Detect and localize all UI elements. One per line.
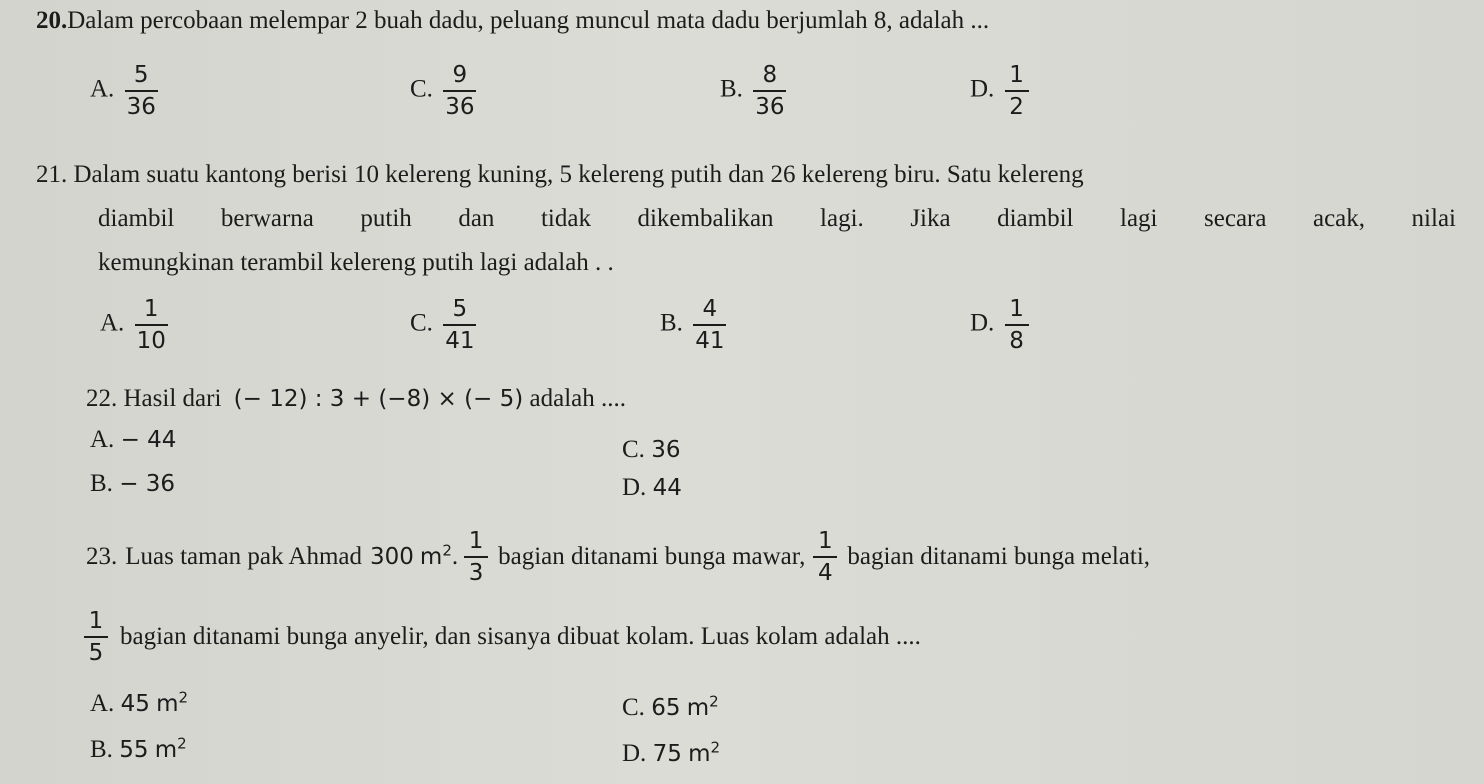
question-number: 21. <box>36 161 68 188</box>
q22-option-b[interactable] <box>90 470 175 498</box>
question-prefix: Hasil dari <box>123 385 222 412</box>
q20-option-a[interactable] <box>90 62 162 120</box>
option-fraction: $\frac{5}{41}$ <box>445 296 475 354</box>
fraction-mawar: $\frac{1}{3}$ <box>464 528 488 586</box>
option-label: A. <box>90 426 115 453</box>
q23-option-d[interactable] <box>622 740 720 768</box>
option-fraction: $\frac{1}{10}$ <box>136 296 166 354</box>
question-line-3: kemungkinan terambil kelereng putih lagi adalah . . <box>98 249 614 276</box>
q22-option-d[interactable] <box>622 474 682 502</box>
q21-option-b[interactable] <box>660 296 730 354</box>
option-value: 55 <box>119 737 149 763</box>
fraction-melati: $\frac{1}{4}$ <box>813 528 837 586</box>
option-value: 65 <box>651 695 681 721</box>
option-fraction: $\frac{5}{36}$ <box>126 62 156 120</box>
question-line-1: Dalam suatu kantong berisi 10 kelereng kuning, 5 kelereng putih dan 26 kelereng biru. Satu kelereng <box>73 161 1084 188</box>
question-expression: (− 12) : 3 + (−8) × (− 5) <box>233 386 524 412</box>
option-label: A. <box>90 75 115 103</box>
option-fraction: $\frac{1}{2}$ <box>1005 62 1029 120</box>
area-value: 300 <box>370 544 414 570</box>
fraction-anyelir: $\frac{1}{5}$ <box>84 608 108 666</box>
q21-option-d[interactable] <box>970 296 1033 354</box>
q23-option-a[interactable] <box>90 690 188 718</box>
option-value: − 36 <box>119 471 176 497</box>
area-unit: $m^2$ <box>419 541 452 570</box>
q22-option-a[interactable] <box>90 426 176 454</box>
question-part-3: bagian ditanami bunga melati, <box>847 543 1151 570</box>
option-label: B. <box>660 309 683 337</box>
option-label: C. <box>622 436 645 463</box>
option-value: 44 <box>652 475 682 501</box>
question-number: 20. <box>36 7 68 34</box>
option-unit: $m^2$ <box>686 692 719 721</box>
option-label: A. <box>90 690 115 717</box>
question-part-4: bagian ditanami bunga anyelir, dan sisanya dibuat kolam. Luas kolam adalah .... <box>120 623 921 650</box>
question-text: Dalam percobaan melempar 2 buah dadu, peluang muncul mata dadu berjumlah 8, adalah ... <box>67 7 990 34</box>
option-label: C. <box>622 694 645 721</box>
q23-option-b[interactable] <box>90 736 187 764</box>
option-label: A. <box>100 309 125 337</box>
question-suffix: adalah .... <box>529 385 626 412</box>
question-part-1: Luas taman pak Ahmad <box>125 543 362 570</box>
option-fraction: $\frac{9}{36}$ <box>445 62 475 120</box>
option-fraction: $\frac{4}{41}$ <box>695 296 725 354</box>
option-unit: $m^2$ <box>688 738 721 767</box>
q20-option-b[interactable] <box>720 62 790 120</box>
q23-option-c[interactable] <box>622 694 719 722</box>
question-22 <box>86 384 626 414</box>
option-label: B. <box>90 736 113 763</box>
q20-option-d[interactable] <box>970 62 1033 120</box>
q21-option-c[interactable] <box>410 296 480 354</box>
option-label: C. <box>410 75 433 103</box>
question-number: 23. <box>86 543 118 570</box>
q21-option-a[interactable] <box>100 296 172 354</box>
option-value: − 44 <box>120 427 177 453</box>
option-label: B. <box>90 470 113 497</box>
option-label: D. <box>970 75 995 103</box>
option-value: 45 <box>120 691 150 717</box>
question-20 <box>36 6 989 36</box>
option-fraction: $\frac{1}{8}$ <box>1005 296 1029 354</box>
q22-option-c[interactable] <box>622 436 680 464</box>
option-label: D. <box>622 740 647 767</box>
question-part-2: bagian ditanami bunga mawar, <box>498 543 806 570</box>
question-23-line-1 <box>86 524 1150 590</box>
question-23-line-2 <box>80 604 921 670</box>
question-21 <box>36 160 1456 278</box>
option-label: D. <box>970 309 995 337</box>
option-label: C. <box>410 309 433 337</box>
option-value: 36 <box>651 437 681 463</box>
question-number: 22. <box>86 385 118 412</box>
option-label: B. <box>720 75 743 103</box>
option-unit: $m^2$ <box>154 734 187 763</box>
question-line-2: diambil berwarna putih dan tidak dikembalikan lagi. Jika diambil lagi secara acak, nilai <box>98 205 1456 232</box>
period: . <box>451 543 459 570</box>
q20-option-c[interactable] <box>410 62 480 120</box>
option-unit: $m^2$ <box>156 688 189 717</box>
option-label: D. <box>622 474 647 501</box>
option-value: 75 <box>652 741 682 767</box>
option-fraction: $\frac{8}{36}$ <box>755 62 785 120</box>
